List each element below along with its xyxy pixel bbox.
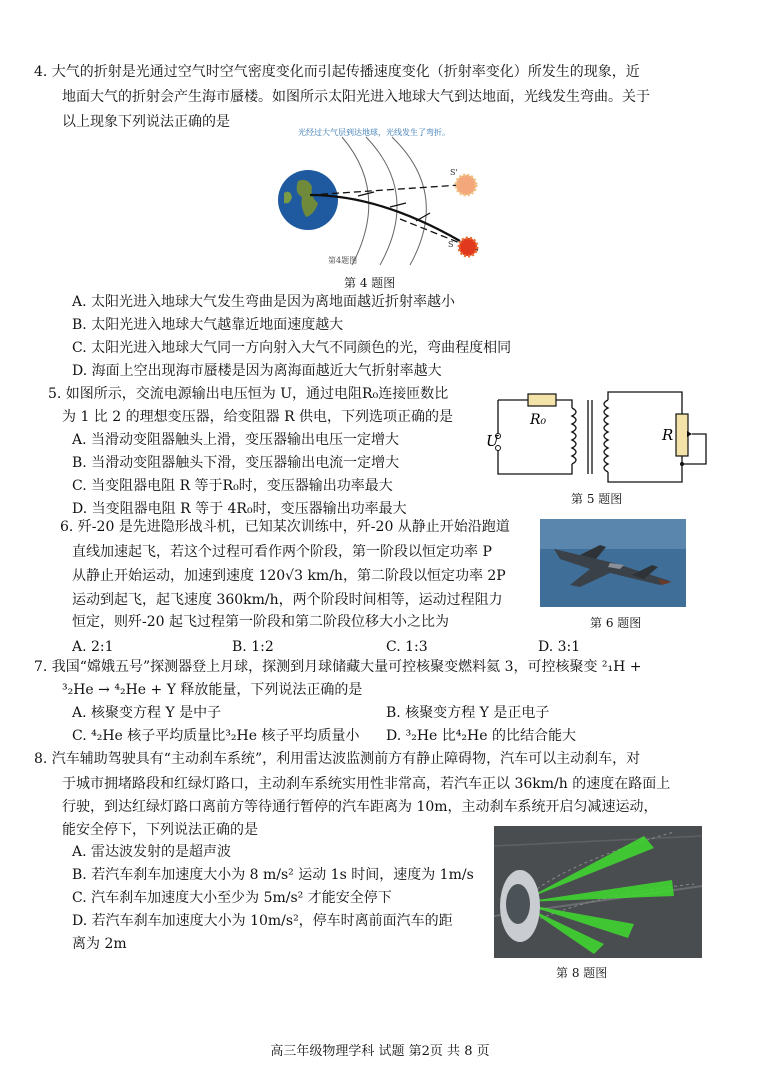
q4-option-b: B. 太阳光进入地球大气越靠近地面速度越大 — [72, 317, 344, 333]
q4-option-a: A. 太阳光进入地球大气发生弯曲是因为离地面越近折射率越小 — [72, 294, 456, 310]
sun-image-label: S' — [450, 168, 458, 177]
q7-option-d: D. ³₂He 比⁴₂He 的比结合能大 — [386, 728, 576, 744]
rheostat-r — [676, 414, 688, 456]
q8-radar-photo — [494, 826, 702, 958]
sun-label: S — [448, 240, 454, 249]
q8-option-c: C. 汽车刹车加速度大小至少为 5m/s² 才能安全停下 — [72, 890, 392, 906]
resistor-r0 — [528, 394, 556, 406]
q4-option-c: C. 太阳光进入地球大气同一方向射入大气不同颜色的光，弯曲程度相同 — [72, 340, 512, 356]
q6-option-d: D. 3:1 — [538, 639, 581, 655]
q6-stem-line: 运动到起飞，起飞速度 360km/h，两个阶段时间相等，运动过程阻力 — [72, 592, 503, 608]
q4-stem-line: 地面大气的折射会产生海市蜃楼。如图所示太阳光进入地球大气到达地面，光线发生弯曲。关于 — [62, 89, 650, 105]
q4-stem-line: 4. 大气的折射是光通过空气时空气密度变化而引起传播速度变化（折射率变化）所发生的现象，近 — [34, 64, 640, 80]
transformer-circuit — [486, 378, 716, 488]
refraction-diagram — [270, 123, 500, 268]
q4-refraction-figure — [270, 123, 500, 268]
u-label: U — [486, 432, 499, 450]
page-footer: 高三年级物理学科 试题 第2页 共 8 页 — [270, 1044, 490, 1059]
car-icon — [500, 870, 540, 942]
q5-stem-line: 为 1 比 2 的理想变压器，给变阻器 R 供电，下列选项正确的是 — [62, 409, 454, 425]
q8-stem-line: 于城市拥堵路段和红绿灯路口，主动刹车系统实用性非常高，若汽车正以 36km/h 的速度在路面上 — [62, 776, 671, 792]
q5-option-c: C. 当变阻器电阻 R 等于R₀时，变压器输出功率最大 — [72, 478, 393, 494]
q5-circuit-figure — [486, 378, 716, 488]
q7-stem-line: ³₂He → ⁴₂He + Y 释放能量，下列说法正确的是 — [62, 682, 363, 698]
q8-stem-line: 能安全停下，下列说法正确的是 — [62, 822, 258, 838]
slider-arrow-icon — [687, 431, 692, 437]
q6-option-a: A. 2:1 — [72, 639, 114, 655]
q6-option-c: C. 1:3 — [386, 639, 428, 655]
figure-banner: 光经过大气层到达地球，光线发生了弯折。 — [298, 128, 450, 137]
q7-option-c: C. ⁴₂He 核子平均质量比³₂He 核子平均质量小 — [72, 728, 360, 744]
figure-inner-label: 第4题图 — [328, 256, 358, 265]
q8-option-d: D. 若汽车刹车加速度大小为 10m/s²，停车时离前面汽车的距 — [72, 913, 453, 929]
radar-braking-image — [494, 826, 702, 958]
q5-stem-line: 5. 如图所示，交流电源输出电压恒为 U，通过电阻R₀连接匝数比 — [48, 386, 449, 402]
q8-option-a: A. 雷达波发射的是超声波 — [72, 844, 232, 860]
q4-stem-line: 以上现象下列说法正确的是 — [62, 114, 230, 130]
q7-option-a: A. 核聚变方程 Y 是中子 — [72, 705, 222, 721]
q8-option-b: B. 若汽车刹车加速度大小为 8 m/s² 运动 1s 时间，速度为 1m/s — [72, 867, 474, 883]
q5-option-b: B. 当滑动变阻器触头下滑，变压器输出电流一定增大 — [72, 455, 400, 471]
q6-stem-line: 6. 歼-20 是先进隐形战斗机，已知某次训练中，歼-20 从静止开始沿跑道 — [60, 519, 510, 535]
q8-stem-line: 行驶，到达红绿灯路口离前方等待通行暂停的汽车距离为 10m，主动刹车系统开启匀减速运动， — [62, 799, 658, 815]
r-label: R — [662, 426, 674, 444]
q8-figure-caption: 第 8 题图 — [556, 966, 608, 980]
q6-stem-line: 从静止开始运动，加速到速度 120√3 km/h，第二阶段以恒定功率 2P — [72, 568, 506, 584]
jet-fighter-image — [540, 519, 686, 607]
q5-option-a: A. 当滑动变阻器触头上滑，变压器输出电压一定增大 — [72, 432, 400, 448]
q6-option-b: B. 1:2 — [232, 639, 274, 655]
q6-figure-caption: 第 6 题图 — [590, 616, 642, 630]
q8-stem-line: 8. 汽车辅助驾驶具有“主动刹车系统”，利用雷达波监测前方有静止障碍物，汽车可以主动刹车，对 — [34, 751, 641, 767]
sun-icon — [459, 238, 477, 256]
q5-figure-caption: 第 5 题图 — [571, 492, 623, 506]
r0-label: R₀ — [530, 412, 547, 428]
q8-option-d-cont: 离为 2m — [72, 936, 127, 952]
earth-icon — [278, 170, 338, 230]
q6-stem-line: 恒定，则歼-20 起飞过程第一阶段和第二阶段位移大小之比为 — [72, 614, 449, 630]
q4-option-d: D. 海面上空出现海市蜃楼是因为离海面越近大气折射率越大 — [72, 363, 442, 379]
q6-jet-photo — [540, 519, 686, 607]
q7-option-b: B. 核聚变方程 Y 是正电子 — [386, 705, 550, 721]
q7-stem-line: 7. 我国“嫦娥五号”探测器登上月球，探测到月球储藏大量可控核聚变燃料氦 3，可控核聚变 ²₁H + — [34, 659, 642, 675]
virtual-sun-icon — [456, 175, 476, 195]
q5-option-d: D. 当变阻器电阻 R 等于 4R₀时，变压器输出功率最大 — [72, 501, 407, 517]
q6-stem-line: 直线加速起飞，若这个过程可看作两个阶段，第一阶段以恒定功率 P — [72, 544, 492, 560]
q4-figure-caption: 第 4 题图 — [344, 276, 396, 290]
